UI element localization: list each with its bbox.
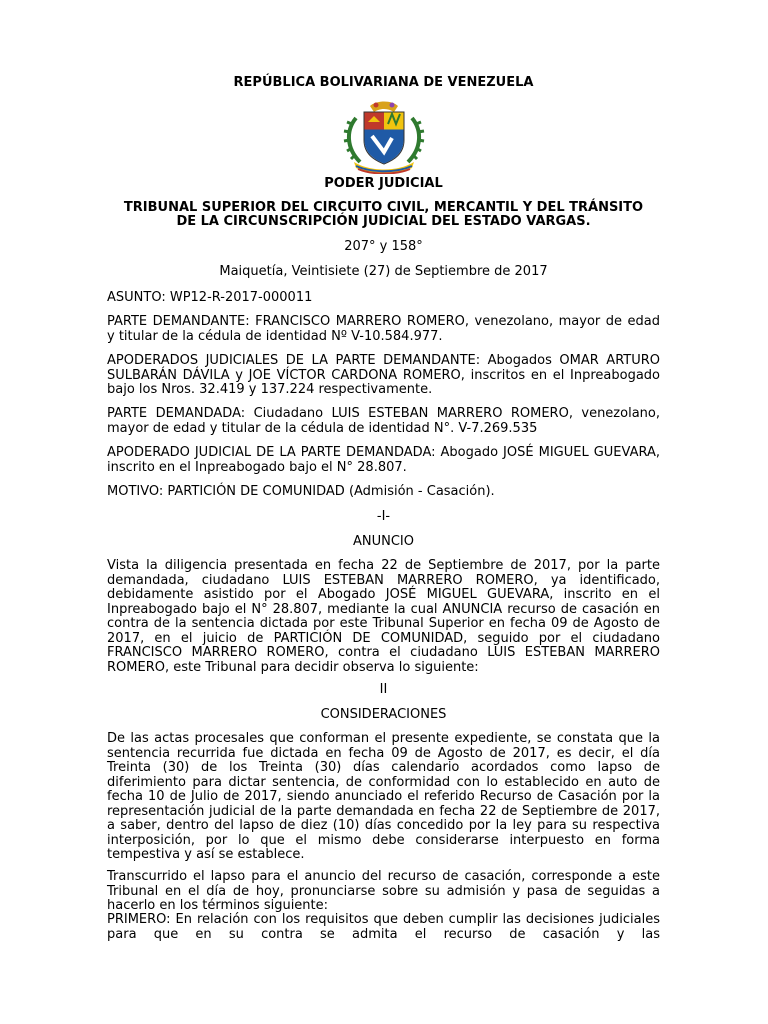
branch-heading: PODER JUDICIAL [324, 176, 443, 191]
place-date-line: Maiquetía, Veintisiete (27) de Septiembre de 2017 [219, 264, 548, 279]
section-number: II [379, 682, 388, 697]
crest [107, 100, 660, 174]
section-title: ANUNCIO [352, 534, 414, 549]
consideraciones-paragraph: De las actas procesales que conforman el presente expediente, se constata que la sentencia recurrida fue dictada en fecha 09 de Agosto de 2017, es decir, el día Treinta (30) de los Treinta (30) días calendario acordados como lapso de diferimiento para dictar sentencia, de conformidad con lo establecido en auto de fecha 10 de Julio de 2017, siendo anunciado el referido Recurso de Casación por la representación judicial de la parte demandada en fecha 22 de Septiembre de 2017, a saber, dentro del lapso de diez (10) días concedido por la ley para su respectiva interposición, por lo que el mismo debe considerarse interpuesto en forma tempestiva y así se establece. [107, 731, 660, 862]
court-heading-line1: TRIBUNAL SUPERIOR DEL CIRCUITO CIVIL, MERCANTIL Y DEL TRÁNSITO [123, 200, 644, 215]
demandada-paragraph: PARTE DEMANDADA: Ciudadano LUIS ESTEBAN MARRERO ROMERO, venezolano, mayor de edad y titular de la cédula de identidad N°. V-7.269.535 [107, 406, 660, 436]
apoderados-demandante-paragraph: APODERADOS JUDICIALES DE LA PARTE DEMANDANTE: Abogados OMAR ARTURO SULBARÁN DÁVILA y JOE VÍCTOR CARDONA ROMERO, inscritos en el Inpreabogado bajo los Nros. 32.419 y 137.224 respectivamente. [107, 353, 660, 397]
years-line: 207° y 158° [344, 239, 423, 254]
motivo-line: MOTIVO: PARTICIÓN DE COMUNIDAD (Admisión - Casación). [107, 484, 495, 499]
section-title: CONSIDERACIONES [320, 707, 447, 722]
primero-paragraph: PRIMERO: En relación con los requisitos que deben cumplir las decisiones judiciales para que en su contra se admita el recurso de casación y las [107, 912, 660, 942]
demandante-paragraph: PARTE DEMANDANTE: FRANCISCO MARRERO ROMERO, venezolano, mayor de edad y titular de la cédula de identidad Nº V-10.584.977. [107, 314, 660, 344]
asunto-line: ASUNTO: WP12-R-2017-000011 [107, 290, 313, 305]
anuncio-paragraph: Vista la diligencia presentada en fecha 22 de Septiembre de 2017, por la parte demandada, ciudadano LUIS ESTEBAN MARRERO ROMERO, ya identificado, debidamente asistido por el Abogado JOSÉ MIGUEL GUEVARA, inscrito en el Inpreabogado bajo el N° 28.807, mediante la cual ANUNCIA recurso de casación en contra de la sentencia dictada por este Tribunal Superior en fecha 09 de Agosto de 2017, en el juicio de PARTICIÓN DE COMUNIDAD, seguido por el ciudadano FRANCISCO MARRERO ROMERO, contra el ciudadano LUIS ESTEBAN MARRERO ROMERO, este Tribunal para decidir observa lo siguiente: [107, 558, 660, 675]
court-heading-line2: DE LA CIRCUNSCRIPCIÓN JUDICIAL DEL ESTADO VARGAS. [176, 214, 591, 229]
section-number: -I- [376, 509, 391, 524]
apoderado-demandada-paragraph: APODERADO JUDICIAL DE LA PARTE DEMANDADA: Abogado JOSÉ MIGUEL GUEVARA, inscrito en el Inpreabogado bajo el N° 28.807. [107, 445, 660, 475]
transcurrido-paragraph: Transcurrido el lapso para el anuncio del recurso de casación, corresponde a este Tribunal en el día de hoy, pronunciarse sobre su admisión y pasa de seguidas a hacerlo en los términos siguiente: [107, 869, 660, 913]
country-heading: REPÚBLICA BOLIVARIANA DE VENEZUELA [233, 75, 534, 90]
coat-of-arms-icon [342, 100, 426, 174]
